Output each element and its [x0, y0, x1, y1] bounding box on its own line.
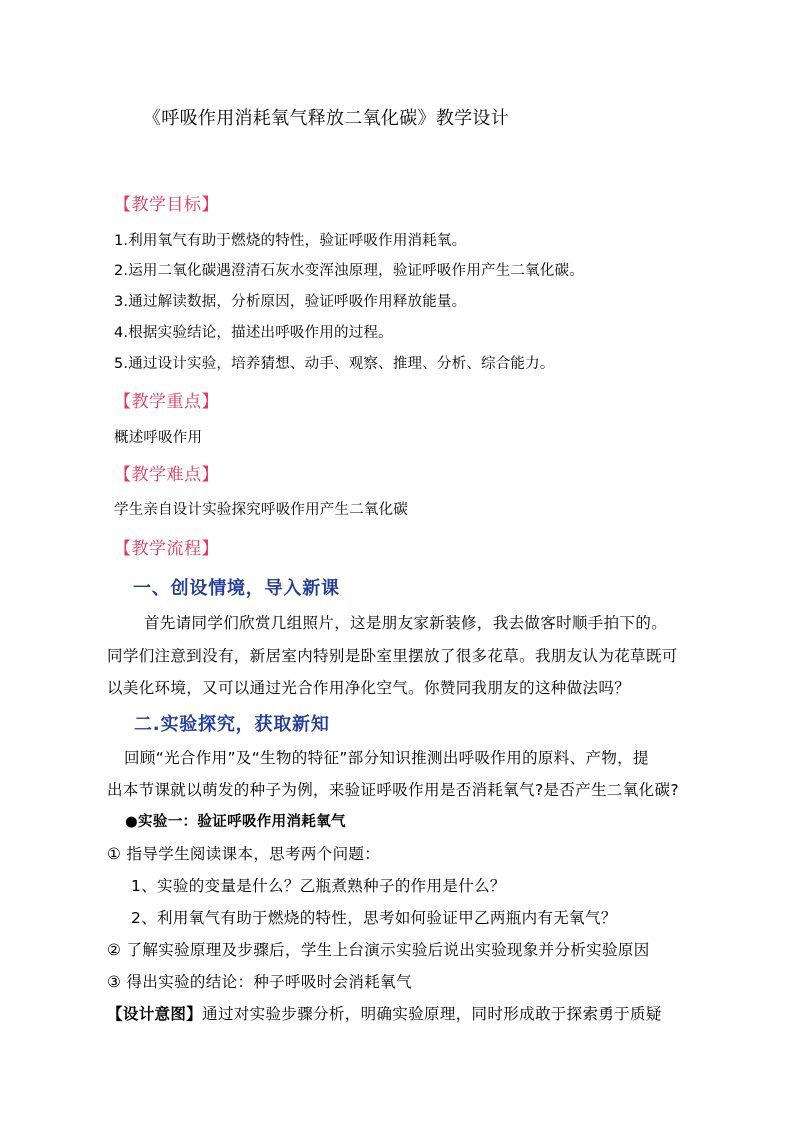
step-item: ① 指导学生阅读课本，思考两个问题：	[107, 845, 381, 863]
key-point-text: 概述呼吸作用	[114, 430, 203, 446]
section-two-heading: 二.实验探究，获取新知	[134, 714, 330, 735]
key-point-heading: 【教学重点】	[114, 392, 219, 412]
objective-item: 3.通过解读数据，分析原因，验证呼吸作用释放能量。	[114, 294, 467, 310]
process-heading: 【教学流程】	[114, 539, 219, 559]
paragraph-line: 同学们注意到没有，新居室内特别是卧室里摆放了很多花草。我朋友认为花草既可	[107, 647, 678, 665]
objective-item: 5.通过设计实验，培养猜想、动手、观察、推理、分析、综合能力。	[114, 356, 555, 372]
paragraph-line: 出本节课就以萌发的种子为例，来验证呼吸作用是否消耗氧气?是否产生二氧化碳?	[107, 781, 679, 799]
step-item: ② 了解实验原理及步骤后，学生上台演示实验后说出实验现象并分析实验原因	[107, 941, 650, 959]
difficulty-text: 学生亲自设计实验探究呼吸作用产生二氧化碳	[114, 502, 408, 518]
experiment-one-heading: ●实验一：验证呼吸作用消耗氧气	[125, 814, 346, 830]
objective-item: 4.根据实验结论，描述出呼吸作用的过程。	[114, 325, 393, 341]
difficulty-heading: 【教学难点】	[114, 465, 219, 485]
design-intent-label: 【设计意图】	[107, 1005, 203, 1023]
paragraph-line: 回顾“光合作用”及“生物的特征”部分知识推测出呼吸作用的原料、产物，提	[124, 749, 649, 767]
paragraph-line: 以美化环境，又可以通过光合作用净化空气。你赞同我朋友的这种做法吗？	[107, 679, 631, 697]
section-one-heading: 一、创设情境，导入新课	[133, 578, 340, 599]
paragraph-line: 首先请同学们欣赏几组照片，这是朋友家新装修，我去做客时顺手拍下的。	[144, 614, 668, 632]
objectives-heading: 【教学目标】	[114, 195, 219, 215]
objective-item: 1.利用氧气有助于燃烧的特性，验证呼吸作用消耗氧。	[114, 233, 467, 249]
step-item: 1、实验的变量是什么？乙瓶煮熟种子的作用是什么？	[131, 877, 506, 895]
document-title: 《呼吸作用消耗氧气释放二氧化碳》教学设计	[143, 108, 509, 129]
design-intent	[107, 1002, 662, 1024]
objective-item: 2.运用二氧化碳遇澄清石灰水变浑浊原理，验证呼吸作用产生二氧化碳。	[114, 263, 584, 279]
step-item: ③ 得出实验的结论：种子呼吸时会消耗氧气	[107, 973, 412, 991]
step-item: 2、利用氧气有助于燃烧的特性，思考如何验证甲乙两瓶内有无氧气？	[131, 909, 617, 927]
design-intent-text: 通过对实验步骤分析，明确实验原理，同时形成敢于探索勇于质疑	[202, 1005, 662, 1023]
